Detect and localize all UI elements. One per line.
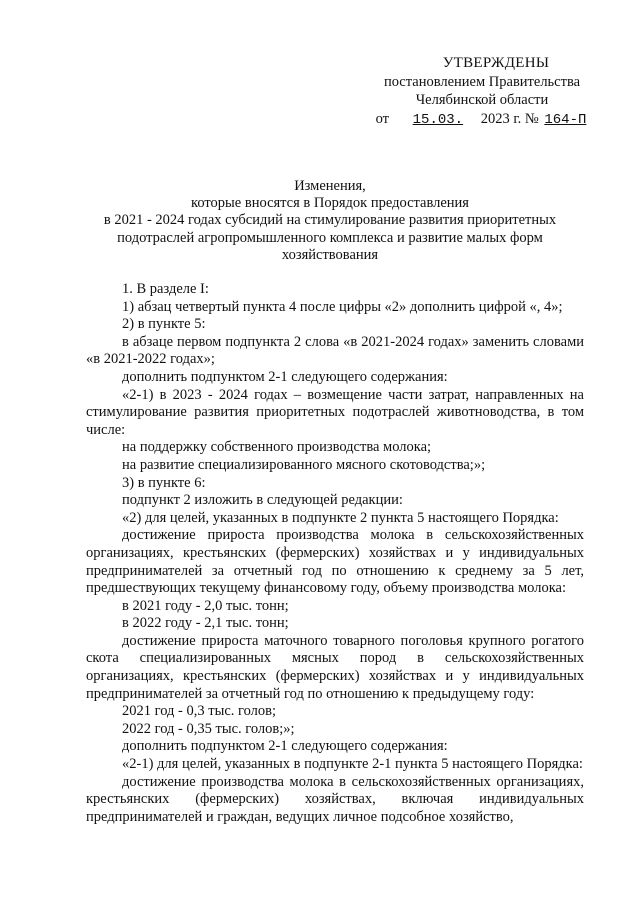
- paragraph: в абзаце первом подпункта 2 слова «в 2021-2024 годах» заменить словами «в 2021-2022 годах»;: [86, 333, 584, 368]
- approval-title: УТВЕРЖДЕНЫ: [442, 55, 550, 71]
- paragraph: подпункт 2 изложить в следующей редакции:: [122, 492, 403, 509]
- approval-line-1: постановлением Правительства: [383, 73, 581, 90]
- year-text: 2023 г. №: [480, 110, 539, 127]
- paragraph: в 2022 году - 2,1 тыс. тонн;: [122, 615, 289, 632]
- paragraph: достижение производства молока в сельскохозяйственных организациях, крестьянских (фермерских) хозяйствах, включая индивидуальных предпринимателей и граждан, ведущих личное подсобное хозяйство,: [86, 773, 584, 825]
- paragraph: достижение прироста маточного товарного поголовья крупного рогатого скота специализированных мясных пород в сельскохозяйственных организациях, крестьянских (фермерских) хозяйствах и у индивидуальных предпринимателей за отчетный год по отношению к предыдущему году:: [86, 632, 584, 702]
- paragraph: 1) абзац четвертый пункта 4 после цифры «2» дополнить цифрой «, 4»;: [122, 298, 563, 315]
- document-heading: [100, 178, 560, 264]
- heading-line-5: хозяйствования: [281, 246, 379, 263]
- paragraph: 1. В разделе I:: [122, 281, 209, 297]
- paragraph: «2-1) в 2023 - 2024 годах – возмещение части затрат, направленных на стимулирование развития приоритетных подотраслей животноводства, в том числе:: [86, 386, 584, 438]
- approval-block: [372, 54, 592, 129]
- paragraph: достижение прироста производства молока в сельскохозяйственных организациях, крестьянских (фермерских) хозяйствах и у индивидуальных предпринимателей за отчетный год по отношению к среднему за 5 лет, предшествующих текущему финансовому году, объему производства молока:: [86, 527, 584, 597]
- paragraph: 2021 год - 0,3 тыс. голов;: [122, 703, 277, 720]
- approval-date-line: [372, 110, 592, 130]
- heading-line-4: подотраслей агропромышленного комплекса и развитие малых форм: [117, 229, 543, 246]
- heading-line-3: в 2021 - 2024 годах субсидий на стимулирование развития приоритетных: [103, 212, 557, 229]
- paragraph: дополнить подпунктом 2-1 следующего содержания:: [122, 368, 448, 385]
- paragraph: на развитие специализированного мясного скотоводства;»;: [122, 456, 486, 473]
- paragraph: 2) в пункте 5:: [122, 316, 206, 333]
- paragraph: 2022 год - 0,35 тыс. голов;»;: [122, 720, 295, 737]
- paragraph: в 2021 году - 2,0 тыс. тонн;: [122, 597, 289, 614]
- paragraph: дополнить подпунктом 2-1 следующего содержания:: [122, 738, 448, 755]
- heading-line-2: которые вносятся в Порядок предоставления: [191, 195, 469, 212]
- decree-number: 164-П: [544, 111, 587, 128]
- paragraph: на поддержку собственного производства молока;: [122, 439, 432, 456]
- heading-line-1: Изменения,: [294, 178, 366, 194]
- date-prefix: от: [375, 110, 390, 127]
- paragraph: 3) в пункте 6:: [122, 474, 206, 491]
- approval-line-2: Челябинской области: [415, 92, 549, 108]
- document-body: [86, 281, 584, 826]
- date-value: 15.03.: [412, 111, 464, 128]
- paragraph: «2) для целей, указанных в подпункте 2 пункта 5 настоящего Порядка:: [122, 509, 559, 526]
- paragraph: «2-1) для целей, указанных в подпункте 2-1 пункта 5 настоящего Порядка:: [122, 756, 583, 773]
